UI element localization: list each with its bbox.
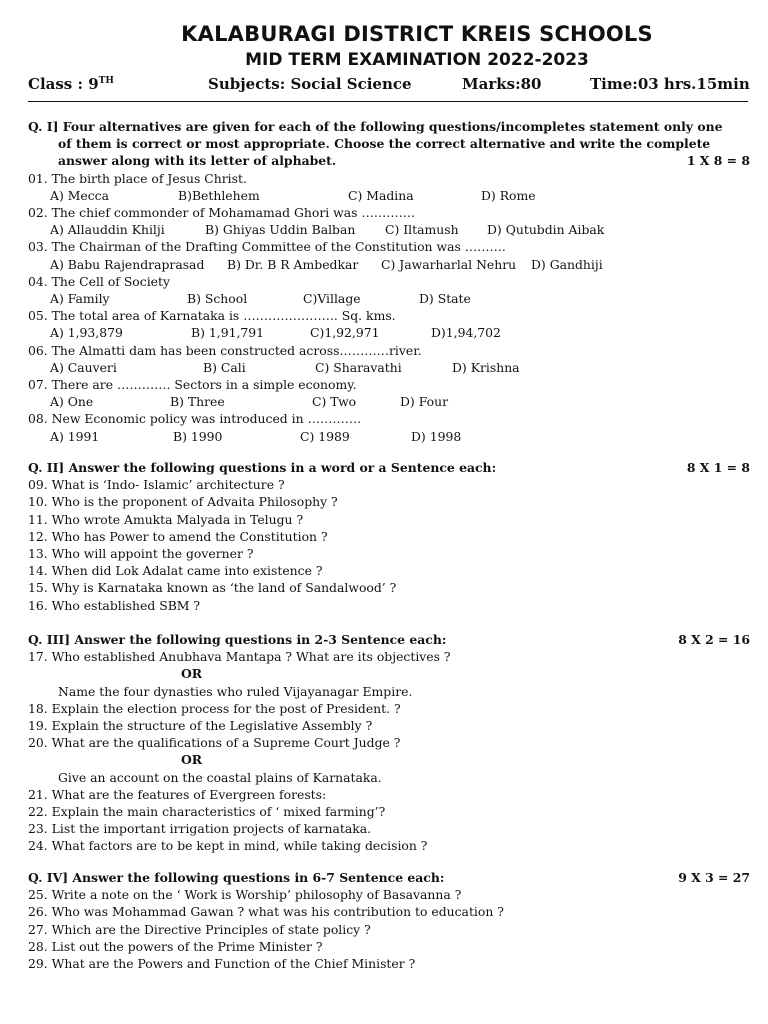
class-label-text: Class : 9 [28, 75, 99, 93]
mcq-option: D) 1998 [411, 428, 462, 444]
question-21: 21. What are the features of Evergreen forests: [28, 786, 327, 802]
mcq-option: A) 1,93,879 [50, 325, 123, 341]
mcq-question: 01. The birth place of Jesus Christ. [28, 170, 247, 186]
mcq-options [28, 393, 750, 410]
mcq-question: 04. The Cell of Society [28, 273, 170, 289]
question-20-alternative: Give an account on the coastal plains of Karnataka. [58, 769, 382, 785]
mcq-list [28, 170, 750, 445]
subject-label: Subjects: Social Science [208, 75, 412, 93]
mcq-option: B) Cali [203, 359, 246, 375]
or-label: OR [181, 666, 203, 682]
mcq-question: 08. New Economic policy was introduced in …………. [28, 411, 362, 427]
mcq-option: C) Iltamush [385, 222, 459, 238]
mcq-option: C) Sharavathi [315, 359, 402, 375]
section-1 [28, 118, 750, 445]
section-4 [28, 869, 750, 972]
mcq-options [28, 324, 750, 341]
mcq-question: 07. There are …………. Sectors in a simple economy. [28, 376, 357, 392]
mcq-option: D) Qutubdin Aibak [487, 222, 605, 238]
time-label: Time:03 hrs.15min [590, 75, 750, 93]
mcq-option: D) Four [400, 394, 448, 410]
exam-info-bar [28, 75, 748, 99]
section-2-question-list [28, 476, 750, 614]
mcq-question: 05. The total area of Karnataka is ………………….. Sq. kms. [28, 308, 396, 324]
section-1-heading-text: answer along with its letter of alphabet. [58, 153, 337, 169]
section-1-heading-line-3 [28, 152, 750, 169]
section-4-question-list [28, 886, 750, 972]
question-23: 23. List the important irrigation projects of karnataka. [28, 821, 372, 837]
mcq-option: D)1,94,702 [431, 325, 501, 341]
marks-label: Marks:80 [462, 75, 542, 93]
section-1-marks: 1 X 8 = 8 [686, 153, 750, 169]
section-2-marks: 8 X 1 = 8 [686, 460, 750, 475]
mcq-option: B) 1990 [173, 428, 223, 444]
header-divider [28, 101, 748, 102]
long-question: 25. Write a note on the ‘ Work is Worship’ philosophy of Basavanna ? [28, 887, 462, 903]
mcq-options [28, 256, 750, 273]
mcq-option: A) Babu Rajendraprasad [50, 256, 205, 272]
question-22: 22. Explain the main characteristics of ‘ mixed farming’? [28, 804, 386, 820]
school-name: KALABURAGI DISTRICT KREIS SCHOOLS [181, 22, 653, 46]
short-question: 14. When did Lok Adalat came into existence ? [28, 563, 323, 579]
section-4-heading [28, 869, 750, 886]
mcq-options [28, 187, 750, 204]
question-17: 17. Who established Anubhava Mantapa ? What are its objectives ? [28, 649, 451, 665]
mcq-option: C) Two [312, 394, 357, 410]
long-question: 27. Which are the Directive Principles of state policy ? [28, 921, 371, 937]
short-question: 10. Who is the proponent of Advaita Philosophy ? [28, 494, 338, 510]
mcq-question: 06. The Almatti dam has been constructed across…………river. [28, 342, 422, 358]
mcq-question: 02. The chief commonder of Mohamamad Ghori was …………. [28, 205, 415, 220]
mcq-option: B)Bethlehem [178, 187, 260, 203]
section-3-marks: 8 X 2 = 16 [678, 632, 750, 647]
mcq-option: C) 1989 [300, 428, 350, 444]
long-question: 26. Who was Mohammad Gawan ? what was his contribution to education ? [28, 904, 504, 920]
section-3-heading-text: Q. III] Answer the following questions in 2-3 Sentence each: [28, 632, 447, 647]
section-4-marks: 9 X 3 = 27 [678, 870, 750, 885]
section-1-heading-line-1: Q. I] Four alternatives are given for each of the following questions/incompletes statement only one [28, 119, 723, 134]
mcq-options [28, 359, 750, 376]
short-question: 13. Who will appoint the governer ? [28, 546, 254, 562]
section-3-heading [28, 631, 750, 648]
question-18: 18. Explain the election process for the post of President. ? [28, 700, 401, 716]
mcq-option: C) Jawarharlal Nehru [381, 256, 517, 272]
mcq-option: D) State [419, 290, 471, 306]
mcq-options [28, 221, 750, 238]
mcq-option: A) Allauddin Khilji [50, 222, 165, 238]
long-question: 28. List out the powers of the Prime Minister ? [28, 938, 323, 954]
question-24: 24. What factors are to be kept in mind, while taking decision ? [28, 838, 428, 854]
mcq-option: B) School [187, 290, 248, 306]
short-question: 11. Who wrote Amukta Malyada in Telugu ? [28, 511, 304, 527]
mcq-option: D) Krishna [452, 359, 520, 375]
mcq-option: A) Cauveri [50, 359, 117, 375]
short-question: 09. What is ‘Indo- Islamic’ architecture ? [28, 477, 285, 493]
mcq-option: B) Three [170, 394, 225, 410]
exam-title: MID TERM EXAMINATION 2022-2023 [245, 50, 589, 70]
section-4-heading-text: Q. IV] Answer the following questions in 6-7 Sentence each: [28, 870, 445, 885]
section-2-heading-text: Q. II] Answer the following questions in a word or a Sentence each: [28, 460, 497, 475]
class-superscript: TH [98, 76, 114, 86]
section-1-heading-line-2: of them is correct or most appropriate. Choose the correct alternative and write the complete [58, 136, 711, 152]
mcq-option: B) Dr. B R Ambedkar [227, 256, 359, 272]
mcq-question: 03. The Chairman of the Drafting Committee of the Constitution was ………. [28, 239, 506, 255]
question-20: 20. What are the qualifications of a Supreme Court Judge ? [28, 735, 401, 751]
mcq-option: A) One [50, 394, 94, 410]
mcq-option: B) 1,91,791 [191, 325, 265, 341]
mcq-option: D) Gandhiji [531, 256, 603, 272]
question-19: 19. Explain the structure of the Legislative Assembly ? [28, 718, 373, 734]
question-17-alternative: Name the four dynasties who ruled Vijayanagar Empire. [58, 683, 413, 699]
mcq-option: C)Village [303, 290, 361, 306]
short-question: 16. Who established SBM ? [28, 597, 201, 613]
mcq-options [28, 290, 750, 307]
mcq-option: A) Mecca [50, 187, 110, 203]
section-2-heading [28, 459, 750, 476]
mcq-option: A) 1991 [50, 428, 100, 444]
mcq-option: D) Rome [481, 187, 536, 203]
mcq-option: A) Family [50, 290, 110, 306]
short-question: 12. Who has Power to amend the Constitution ? [28, 528, 328, 544]
mcq-option: B) Ghiyas Uddin Balban [205, 222, 356, 238]
mcq-option: C) Madina [348, 187, 414, 203]
short-question: 15. Why is Karnataka known as ‘the land of Sandalwood’ ? [28, 580, 397, 596]
long-question: 29. What are the Powers and Function of the Chief Minister ? [28, 956, 416, 972]
section-3 [28, 631, 750, 855]
section-2 [28, 459, 750, 614]
mcq-option: C)1,92,971 [310, 325, 380, 341]
or-label: OR [181, 752, 203, 768]
mcq-options [28, 428, 750, 445]
class-label [28, 75, 114, 93]
